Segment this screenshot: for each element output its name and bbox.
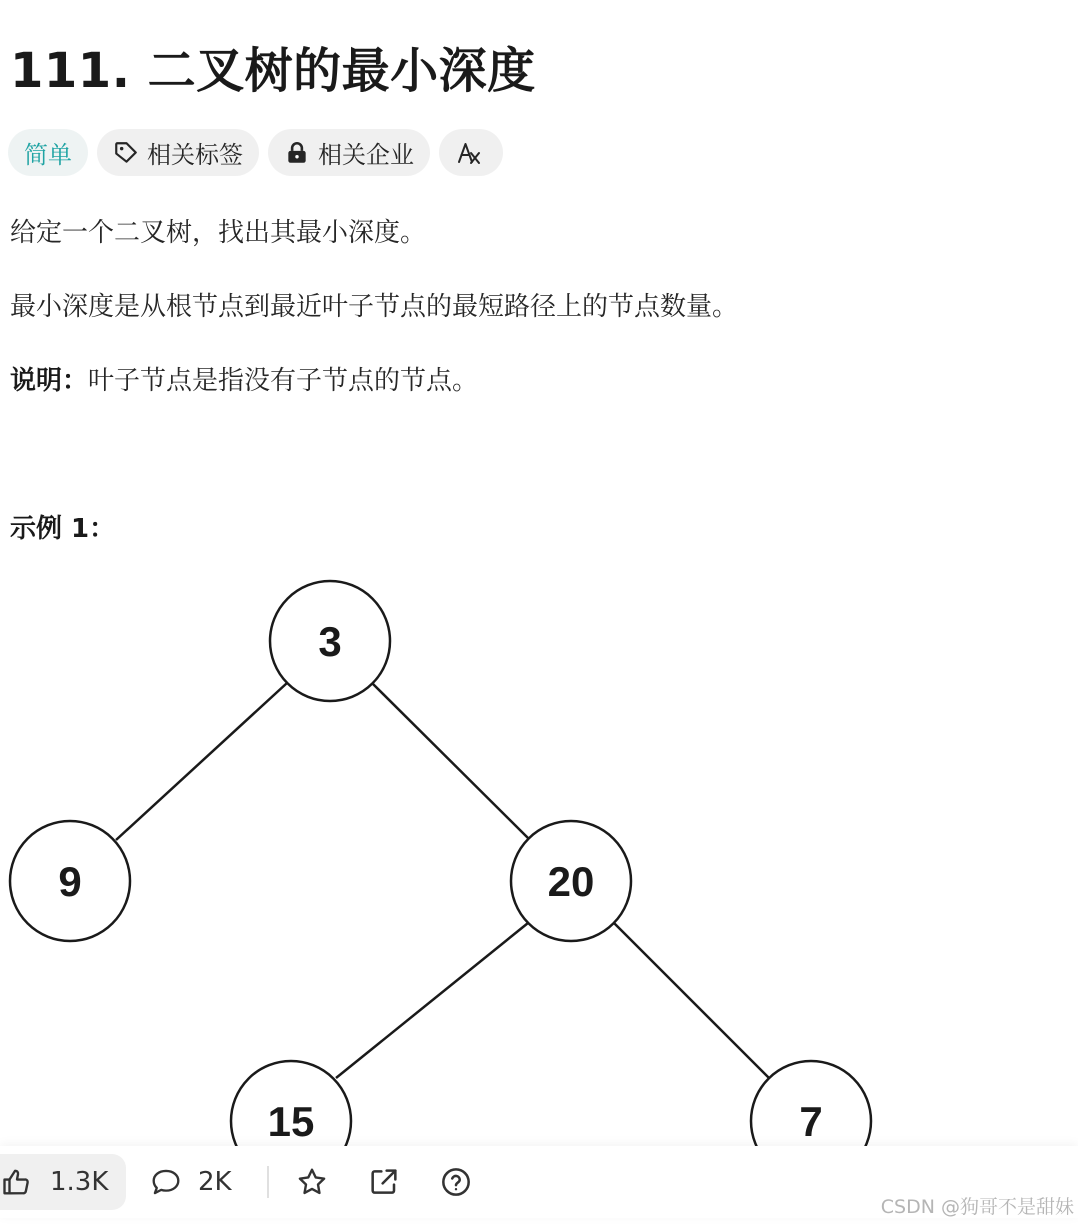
related-tags-label: 相关标签 [147,141,243,169]
comment-count: 2K [198,1167,232,1197]
note-label: 说明： [10,366,89,396]
thumbs-up-icon [2,1167,32,1197]
difficulty-badge[interactable]: 简单 [8,129,88,176]
note-text: 叶子节点是指没有子节点的节点。 [88,366,479,396]
tree-node-label: 15 [267,1098,315,1145]
share-icon [368,1166,400,1198]
star-icon [296,1166,328,1198]
tree-edge [336,923,528,1078]
tree-node-label: 3 [318,618,342,665]
tag-bar [8,129,503,176]
example-label: 示例 1： [10,514,116,544]
tree-edge [116,683,287,840]
tree-edge [614,923,769,1078]
translate-icon [457,140,485,166]
translate-button[interactable] [439,129,503,176]
related-companies-label: 相关企业 [318,141,414,169]
tree-node-label: 9 [58,858,82,905]
problem-title: 111. 二叉树的最小深度 [10,43,536,99]
like-button[interactable] [0,1154,126,1210]
toolbar-divider [267,1166,269,1198]
comment-button[interactable] [150,1154,232,1210]
description-line-2: 最小深度是从根节点到最近叶子节点的最短路径上的节点数量。 [10,292,739,322]
related-companies-button[interactable] [268,129,430,176]
lock-icon [284,140,310,166]
description-line-1: 给定一个二叉树，找出其最小深度。 [10,218,427,248]
tree-node-label: 7 [799,1098,823,1145]
share-button[interactable] [368,1154,400,1210]
like-count: 1.3K [50,1167,109,1197]
tree-edge [373,684,528,838]
description-note [10,360,478,397]
tree-node-label: 20 [547,858,595,905]
watermark: CSDN @狗哥不是甜妹 [880,1196,1074,1218]
related-tags-button[interactable] [97,129,259,176]
binary-tree-diagram [0,560,900,1146]
help-icon [440,1166,472,1198]
favorite-button[interactable] [296,1154,328,1210]
comment-icon [150,1167,182,1197]
help-button[interactable] [440,1154,472,1210]
tag-icon [113,140,139,166]
